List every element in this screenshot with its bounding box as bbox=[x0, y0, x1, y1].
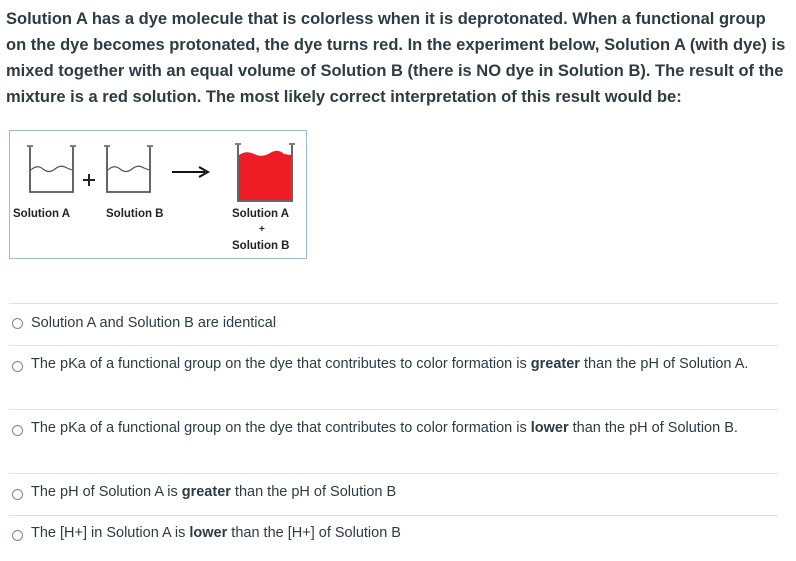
radio-button[interactable] bbox=[12, 361, 23, 372]
label-solution-a: Solution A bbox=[13, 208, 71, 220]
answer-text: Solution A and Solution B are identical bbox=[31, 315, 277, 331]
answer-text: The [H+] in Solution A is lower than the [H+] of Solution B bbox=[31, 525, 401, 541]
radio-button[interactable] bbox=[12, 489, 23, 500]
answer-option[interactable] bbox=[9, 345, 778, 409]
question-text: Solution A has a dye molecule that is colorless when it is deprotonated. When a functional group on the dye becomes protonated, the dye turns red. In the experiment below, Solution A (with dye) is mixed together with an equal volume of Solution B (there is NO dye in Solution B). The result of the mixture is a red solution. The most likely correct interpretation of this result would be: bbox=[6, 10, 786, 106]
answer-option[interactable] bbox=[9, 303, 778, 345]
answer-text: The pH of Solution A is greater than the pH of Solution B bbox=[31, 484, 397, 500]
red-beaker-icon bbox=[235, 144, 295, 201]
answer-text: The pKa of a functional group on the dye that contributes to color formation is greater than the pH of Solution A. bbox=[31, 356, 749, 372]
experiment-figure bbox=[9, 130, 307, 259]
radio-button[interactable] bbox=[12, 530, 23, 541]
beaker-icon bbox=[27, 146, 76, 192]
label-mixture-b: Solution B bbox=[232, 240, 290, 252]
arrow-right-icon bbox=[172, 167, 208, 177]
answer-option[interactable] bbox=[9, 515, 778, 557]
radio-button[interactable] bbox=[12, 425, 23, 436]
label-mixture-a: Solution A bbox=[232, 208, 290, 220]
answer-text: The pKa of a functional group on the dye that contributes to color formation is lower than the pH of Solution B. bbox=[31, 420, 738, 436]
label-solution-b: Solution B bbox=[106, 208, 164, 220]
answer-option[interactable] bbox=[9, 473, 778, 515]
beaker-icon bbox=[104, 146, 153, 192]
answer-option[interactable] bbox=[9, 409, 778, 473]
plus-icon bbox=[83, 174, 95, 186]
label-mixture-plus: + bbox=[259, 224, 265, 235]
radio-button[interactable] bbox=[12, 318, 23, 329]
answer-list bbox=[9, 303, 778, 557]
